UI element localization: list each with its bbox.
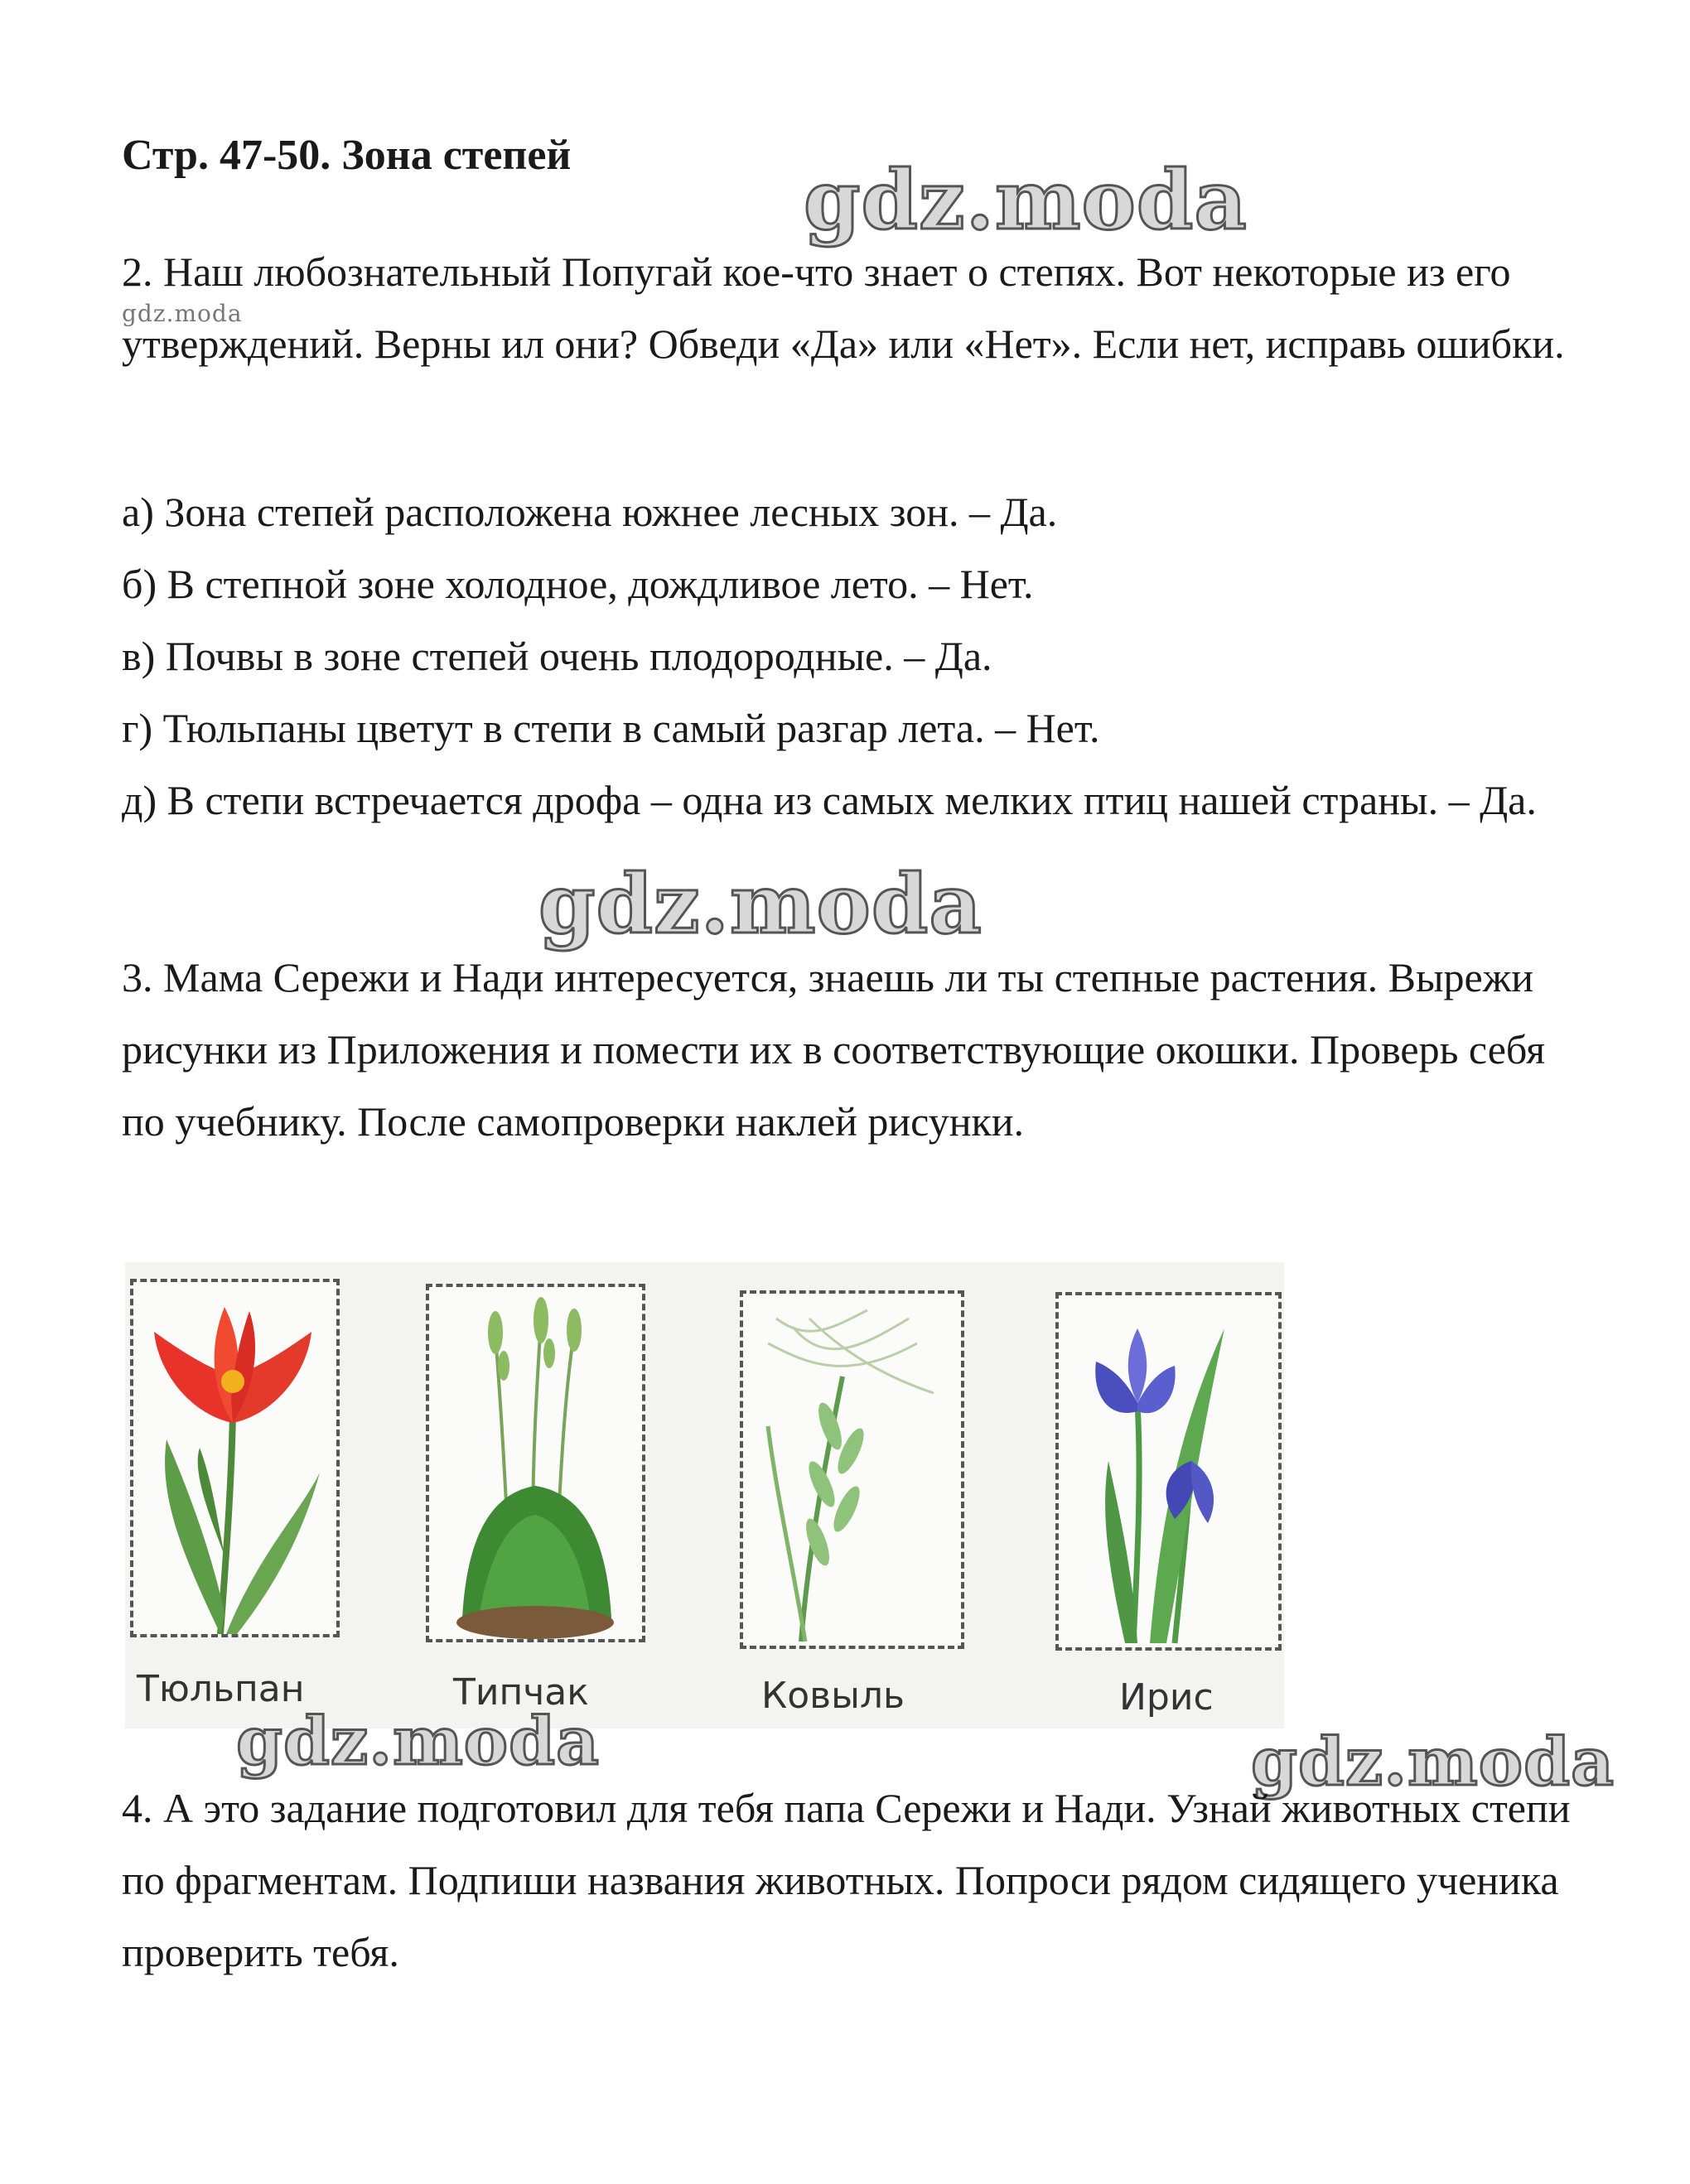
feather-grass-icon xyxy=(743,1294,961,1646)
plant-card-tulip xyxy=(130,1279,340,1637)
task-2-text: 2. Наш любознательный Попугай кое-что знает о степях. Вот некоторые из его утверждений. Верны ил они? Обведи «Да» или «Нет». Если нет, исправь ошибки. xyxy=(122,248,1565,367)
answer-a: а) Зона степей расположена южнее лесных зон. – Да. xyxy=(122,489,1058,535)
iris-icon xyxy=(1059,1295,1278,1647)
page-title: Стр. 47-50. Зона степей xyxy=(122,132,572,179)
plant-card-iris xyxy=(1055,1292,1282,1651)
task-4-text: 4. А это задание подготовил для тебя папа Сережи и Нади. Узнай животных степи по фрагментам. Подпиши названия животных. Попроси рядом сидящего ученика проверить тебя. xyxy=(122,1785,1571,1975)
plant-label-iris: Ирис xyxy=(1119,1676,1214,1719)
plant-card-fescue xyxy=(426,1284,645,1642)
plant-card-feather-grass xyxy=(740,1290,964,1649)
answer-d: д) В степи встречается дрофа – одна из самых мелких птиц нашей страны. – Да. xyxy=(122,777,1537,823)
watermark: gdz.moda xyxy=(236,1702,600,1780)
task-3-text: 3. Мама Сережи и Нади интересуется, знаешь ли ты степные растения. Вырежи рисунки из Приложения и помести их в соответствующие окошки. Проверь себя по учебнику. После самопроверки наклей рисунки. xyxy=(122,954,1546,1145)
watermark-small: gdz.moda xyxy=(122,300,243,327)
plant-label-feather-grass: Ковыль xyxy=(761,1675,905,1717)
watermark: gdz.moda xyxy=(1251,1723,1615,1801)
plant-label-tulip: Тюльпан xyxy=(137,1668,305,1710)
watermark: gdz.moda xyxy=(804,153,1248,248)
fescue-grass-icon xyxy=(429,1287,642,1639)
answer-v: в) Почвы в зоне степей очень плодородные. – Да. xyxy=(122,633,992,679)
tulip-icon xyxy=(133,1282,336,1634)
watermark: gdz.moda xyxy=(538,857,983,952)
plants-figure xyxy=(125,1262,1284,1728)
plant-label-fescue: Типчак xyxy=(453,1671,589,1714)
answer-b: б) В степной зоне холодное, дождливое лето. – Нет. xyxy=(122,561,1034,607)
answer-g: г) Тюльпаны цветут в степи в самый разгар лета. – Нет. xyxy=(122,705,1100,751)
